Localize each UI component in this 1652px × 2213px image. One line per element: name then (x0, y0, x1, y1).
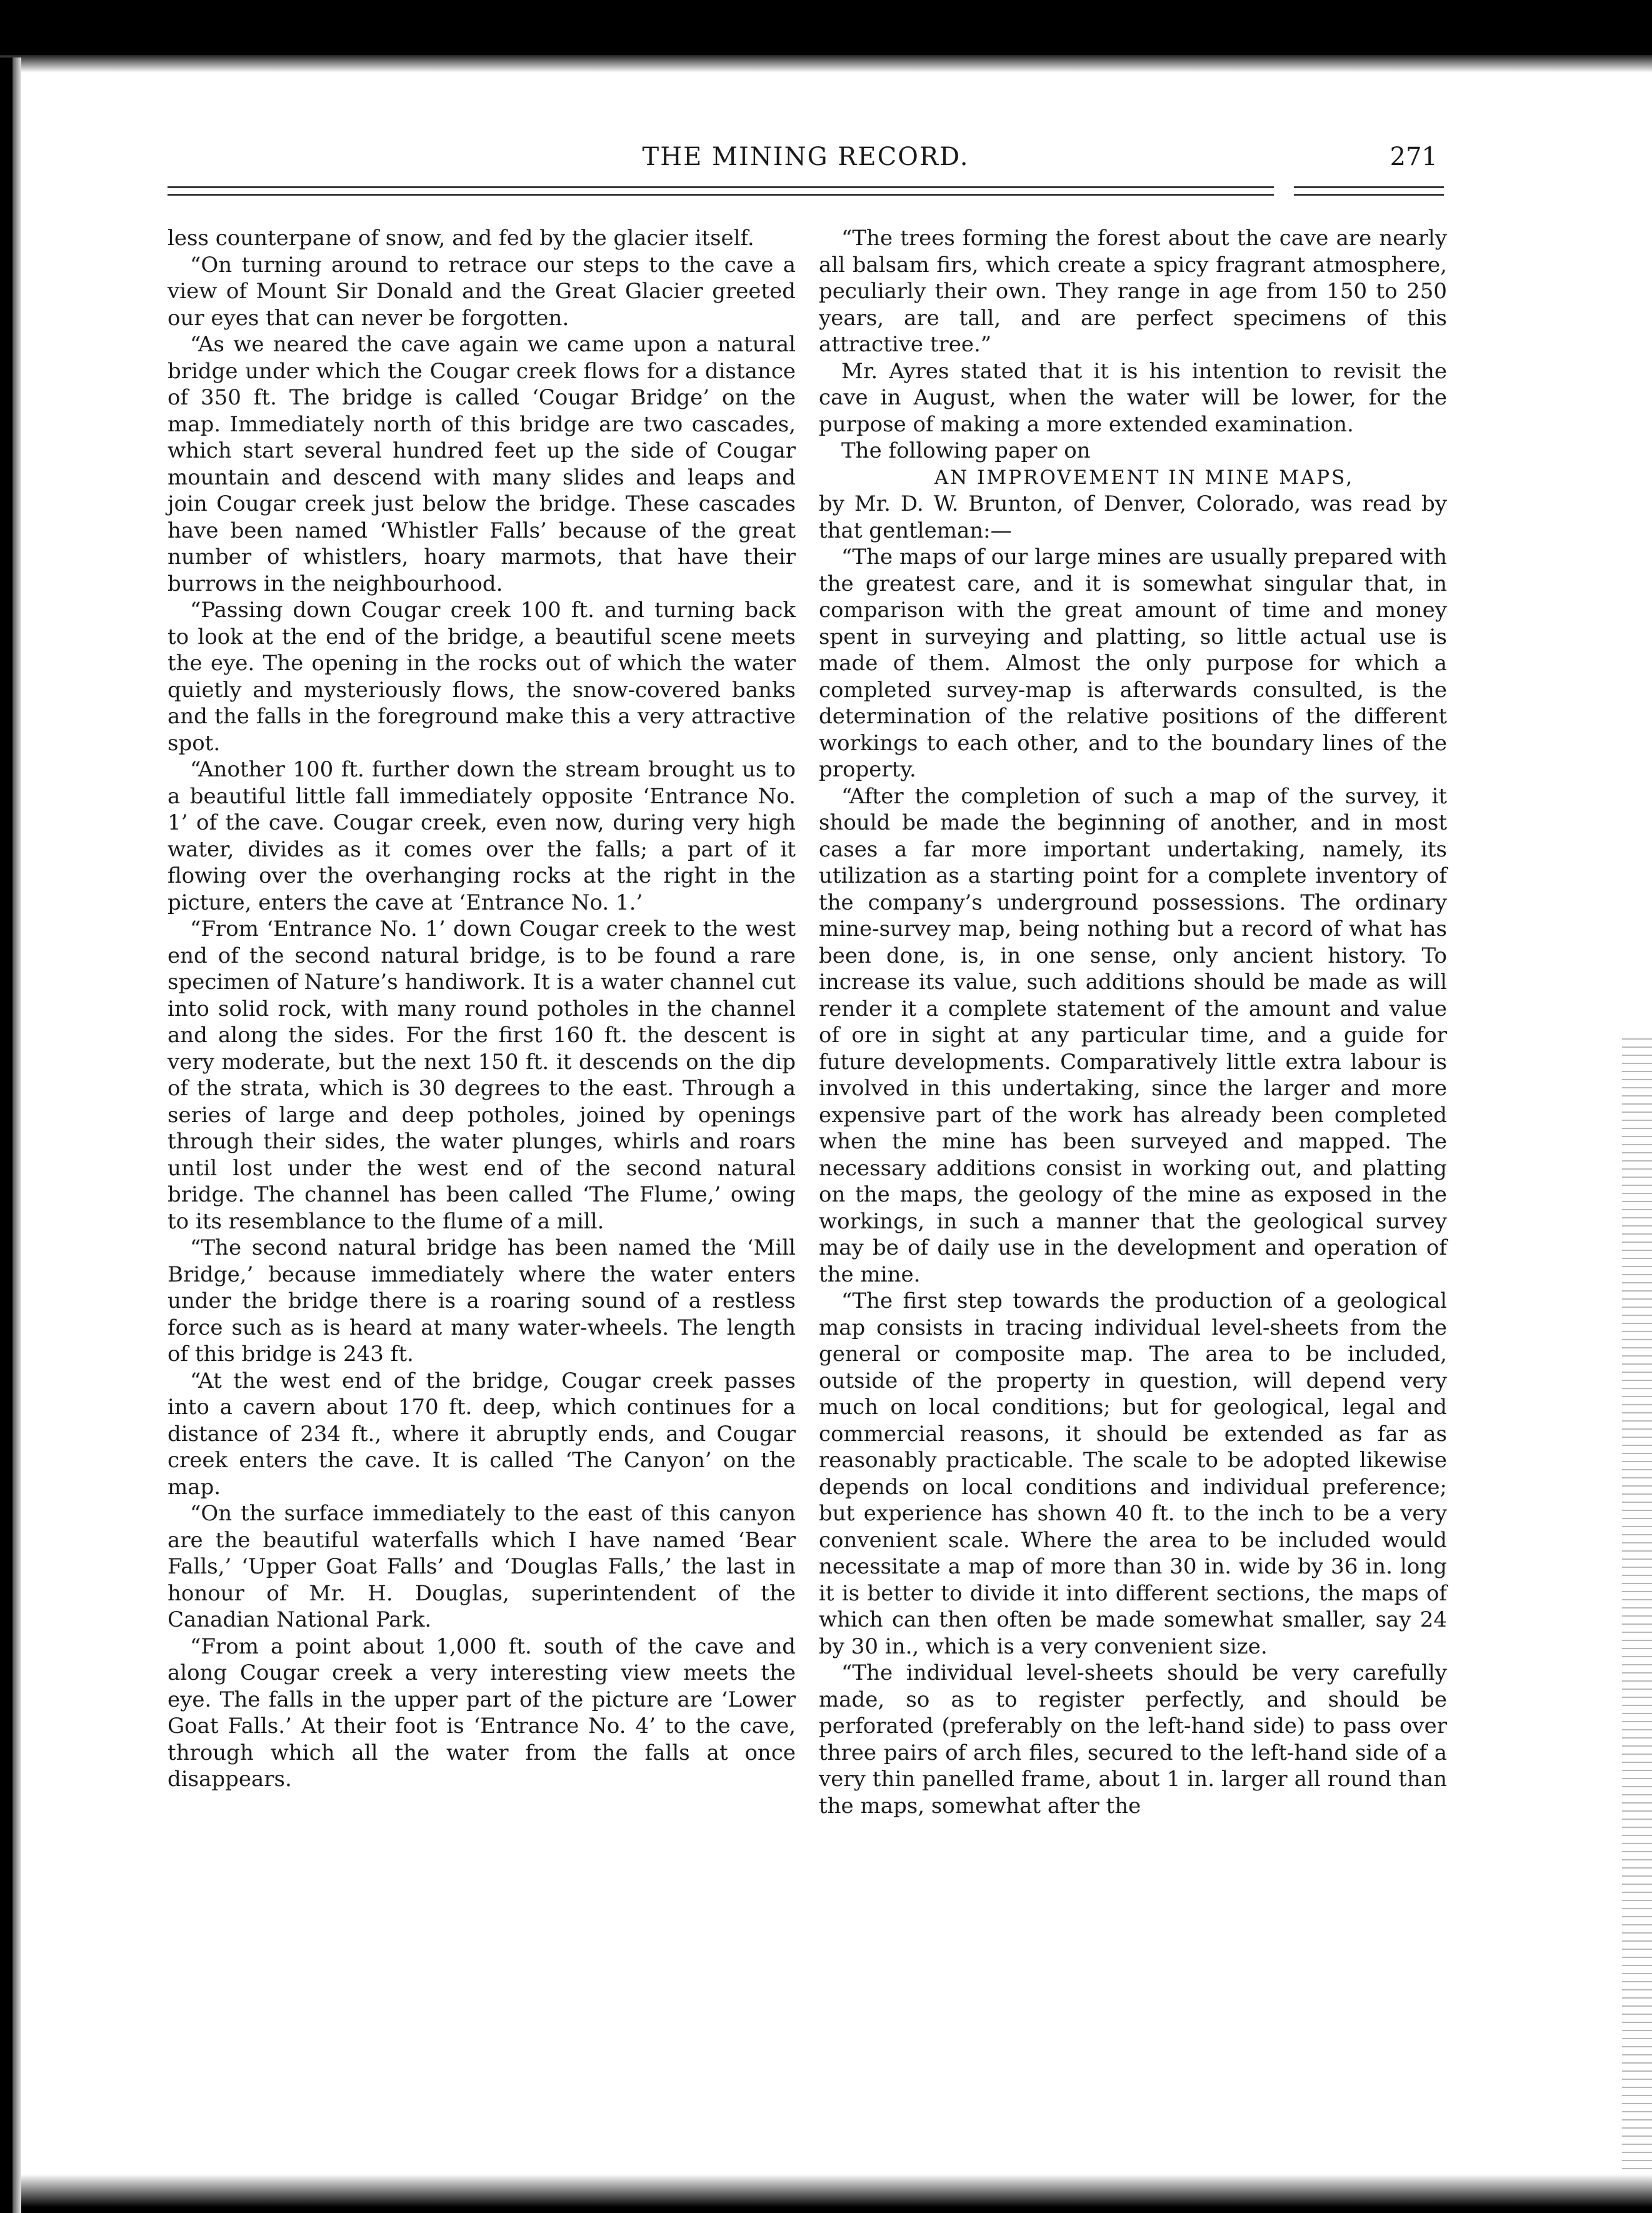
paragraph: “From ‘Entrance No. 1’ down Cougar creek to the west end of the second natural bridge, is to be found a rare specimen of Nature’s handiwork. It is a water channel cut into solid rock, with many round potholes in the channel and along the sides. For the first 160 ft. the descent is very moderate, but the next 150 ft. it descends on the dip of the strata, which is 30 degrees to the east. Through a series of large and deep potholes, joined by openings through their sides, the water plunges, whirls and roars until lost under the west end of the second natural bridge. The channel has been called ‘The Flume,’ owing to its resemblance to the flume of a mill. (168, 916, 796, 1234)
paragraph: “At the west end of the bridge, Cougar creek passes into a cavern about 170 ft. deep, which continues for a distance of 234 ft., where it abruptly ends, and Cougar creek enters the cave. It is called ‘The Canyon’ on the map. (168, 1368, 796, 1500)
page-header (168, 143, 1444, 175)
paragraph: “After the completion of such a map of the survey, it should be made the beginning of another, and in most cases a far more important undertaking, namely, its utilization as a starting point for a complete inventory of the company’s underground possessions. The ordinary mine-survey map, being nothing but a record of what has been done, is, in one sense, only ancient history. To increase its value, such additions should be made as will render it a complete statement of the amount and value of ore in sight at any particular time, and a guide for future developments. Comparatively little extra labour is involved in this undertaking, since the larger and more expensive part of the work has already been completed when the mine has been surveyed and mapped. The necessary additions consist in working out, and platting on the maps, the geology of the mine as exposed in the workings, in such a manner that the geological survey may be of daily use in the development and operation of the mine. (819, 783, 1447, 1287)
paragraph: “The second natural bridge has been named the ‘Mill Bridge,’ because immediately where the water enters under the bridge there is a roaring sound of a restless force such as is heard at many water-wheels. The length of this bridge is 243 ft. (168, 1235, 796, 1367)
paragraph: “The trees forming the forest about the cave are nearly all balsam firs, which create a spicy fragrant atmosphere, peculiarly their own. They range in age from 150 to 250 years, are tall, and are perfect specimens of this attractive tree.” (819, 226, 1447, 357)
paragraph: The following paper on (841, 438, 1091, 463)
paragraph: “Another 100 ft. further down the stream brought us to a beautiful little fall immediately opposite ‘Entrance No. 1’ of the cave. Cougar creek, even now, during very high water, divides as it comes over the falls; a part of it flowing over the overhanging rocks at the right in the picture, enters the cave at ‘Entrance No. 1.’ (168, 757, 796, 915)
header-rule-top (168, 186, 1274, 188)
paragraph: “As we neared the cave again we came upon a natural bridge under which the Cougar creek flows for a distance of 350 ft. The bridge is called ‘Cougar Bridge’ on the map. Immediately north of this bridge are two cascades, which start several hundred feet up the side of Cougar mountain and descend with many slides and leaps and join Cougar creek just below the bridge. These cascades have been named ‘Whistler Falls’ because of the great number of whistlers, hoary marmots, that have their burrows in the neighbourhood. (168, 332, 796, 596)
running-head: THE MINING RECORD. (642, 143, 969, 171)
paragraph: “The first step towards the production of a geological map consists in tracing individual level-sheets from the general or composite map. The area to be included, outside of the property in question, will depend very much on local conditions; but for geological, legal and commercial reasons, it should be extended as far as reasonably practicable. The scale to be adopted likewise depends on local conditions and individual preference; but experience has shown 40 ft. to the inch to be a very convenient scale. Where the area to be included would necessitate a map of more than 30 in. wide by 36 in. long it is better to divide it into different sections, the maps of which can then often be made somewhat smaller, say 24 by 30 in., which is a very convenient size. (819, 1288, 1447, 1659)
header-rule-short-bottom (1294, 194, 1444, 196)
scan-bottom-border (21, 2174, 1652, 2213)
header-rule-short-top (1294, 186, 1444, 188)
left-column (168, 225, 796, 1793)
paragraph: “The individual level-sheets should be very carefully made, so as to register perfectly, and should be perforated (preferably on the left-hand side) to pass over three pairs of arch files, secured to the left-hand side of a very thin panelled frame, about 1 in. larger all round than the maps, somewhat after the (819, 1660, 1447, 1819)
scan-binding-shadow (13, 58, 21, 2213)
header-rule-bottom (168, 194, 1274, 196)
scan-top-shadow (0, 55, 1652, 73)
section-subheading: AN IMPROVEMENT IN MINE MAPS, (934, 466, 1354, 489)
scan-left-border (0, 58, 13, 2213)
paragraph: “The maps of our large mines are usually prepared with the greatest care, and it is somewhat singular that, in comparison with the great amount of time and money spent in surveying and platting, so little actual use is made of them. Almost the only purpose for which a completed survey-map is afterwards consulted, is the determination of the relative positions of the different workings to each other, and to the boundary lines of the property. (819, 544, 1447, 782)
paragraph: less counterpane of snow, and fed by the glacier itself. (168, 226, 754, 251)
paragraph: “Passing down Cougar creek 100 ft. and turning back to look at the end of the bridge, a beautiful scene meets the eye. The opening in the rocks out of which the water quietly and mysteriously flows, the snow-covered banks and the falls in the foreground make this a very attractive spot. (168, 598, 796, 756)
paragraph: by Mr. D. W. Brunton, of Denver, Colorado, was read by that gentleman:— (819, 491, 1447, 543)
page-number: 271 (1389, 143, 1438, 171)
paragraph: “On the surface immediately to the east of this canyon are the beautiful waterfalls which I have named ‘Bear Falls,’ ‘Upper Goat Falls’ and ‘Douglas Falls,’ the last in honour of Mr. H. Douglas, superintendent of the Canadian National Park. (168, 1501, 796, 1632)
paragraph: Mr. Ayres stated that it is his intention to revisit the cave in August, when the water will be lower, for the purpose of making a more extended examination. (819, 358, 1447, 437)
paragraph: “On turning around to retrace our steps to the cave a view of Mount Sir Donald and the Great Glacier greeted our eyes that can never be forgotten. (168, 252, 796, 331)
scan-right-edge-noise (1622, 1031, 1652, 2213)
scan-top-border (0, 0, 1652, 58)
paragraph: “From a point about 1,000 ft. south of the cave and along Cougar creek a very interesting view meets the eye. The falls in the upper part of the picture are ‘Lower Goat Falls.’ At their foot is ‘Entrance No. 4’ to the cave, through which all the water from the falls at once disappears. (168, 1633, 796, 1792)
right-column (819, 225, 1447, 1819)
